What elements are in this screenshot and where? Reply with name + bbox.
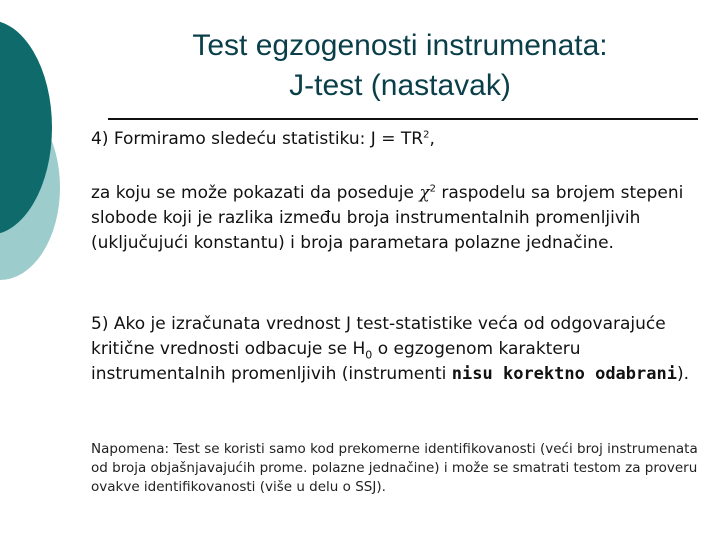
paragraph-statistic bbox=[91, 127, 703, 152]
p2-text-start: za koju se može pokazati da poseduje bbox=[91, 183, 420, 203]
footnote: Napomena: Test se koristi samo kod prekomerne identifikovanosti (veći broj instrumenata od broja objašnjavajućih prome. polazne jednačine) i može se smatrati testom za proveru ovakve identifikovanosti (više u delu o SSJ). bbox=[91, 441, 698, 495]
decorative-circles bbox=[0, 0, 60, 540]
title-divider bbox=[108, 118, 698, 120]
title-line-2: J-test (nastavak) bbox=[289, 69, 511, 102]
p2-text-end: raspodelu sa brojem stepeni slobode koji je razlika između broja instrumentalnih promenljivih (uključujući konstantu) i broja parametara polazne jednačine. bbox=[91, 183, 684, 253]
slide-title bbox=[100, 26, 700, 106]
chi-symbol: χ bbox=[419, 183, 430, 203]
p1-end: , bbox=[429, 129, 435, 149]
p3-text-mid: o egzogenom karakteru instrumentalnih promenljivih (instrumenti bbox=[91, 339, 581, 384]
p3-text-end: ). bbox=[676, 364, 690, 384]
paragraph-distribution bbox=[91, 181, 703, 256]
p3-bold-text: nisu korektno odabrani bbox=[451, 364, 677, 384]
p3-text-start: 5) Ako je izračunata vrednost J test-statistike veća od odgovarajuće kritične vrednosti odbacuje se H bbox=[91, 314, 666, 359]
p3-subscript: 0 bbox=[365, 348, 373, 362]
paragraph-decision bbox=[91, 312, 703, 387]
p1-text: 4) Formiramo sledeću statistiku: J = TR bbox=[91, 129, 424, 149]
title-line-1: Test egzogenosti instrumenata: bbox=[192, 29, 608, 62]
p2-superscript: 2 bbox=[429, 183, 436, 195]
p1-superscript: 2 bbox=[423, 129, 430, 141]
